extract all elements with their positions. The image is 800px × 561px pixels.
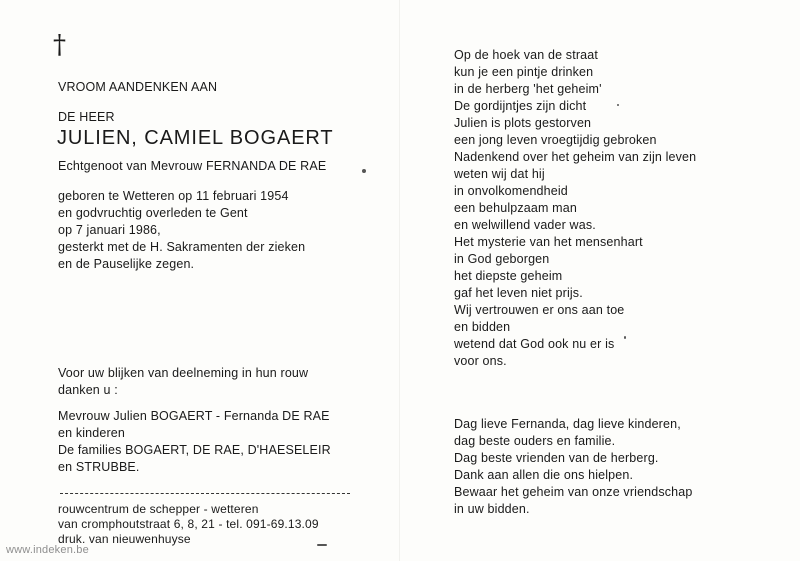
family-line: en kinderen <box>58 426 125 440</box>
family-line: De families BOGAERT, DE RAE, D'HAESELEIR <box>58 443 331 457</box>
thanks-line: Voor uw blijken van deelneming in hun rouw <box>58 366 309 380</box>
poem-line: Nadenkend over het geheim van zijn leven <box>454 150 697 164</box>
farewell-line: in uw bidden. <box>454 502 530 516</box>
printer-line: van cromphoutstraat 6, 8, 21 - tel. 091-69.13.09 <box>58 517 319 531</box>
poem-line: in de herberg 'het geheim' <box>454 82 602 96</box>
poem-block <box>454 47 696 370</box>
print-speck <box>317 544 327 546</box>
printer-line: rouwcentrum de schepper - wetteren <box>58 502 259 516</box>
poem-line: en welwillend vader was. <box>454 218 596 232</box>
center-fold <box>399 0 400 561</box>
poem-line: Julien is plots gestorven <box>454 116 592 130</box>
thanks-block <box>58 365 308 399</box>
poem-line: gaf het leven niet prijs. <box>454 286 583 300</box>
bio-line: en de Pauselijke zegen. <box>58 257 195 271</box>
spouse-line: Echtgenoot van Mevrouw FERNANDA DE RAE <box>58 159 327 173</box>
print-speck <box>362 169 366 173</box>
farewell-line: Dag beste vrienden van de herberg. <box>454 451 659 465</box>
watermark: www.indeken.be <box>6 544 89 556</box>
bio-line: en godvruchtig overleden te Gent <box>58 206 248 220</box>
farewell-line: Bewaar het geheim van onze vriendschap <box>454 485 693 499</box>
poem-line: De gordijntjes zijn dicht <box>454 99 587 113</box>
heading: VROOM AANDENKEN AAN <box>58 80 218 94</box>
poem-line: het diepste geheim <box>454 269 563 283</box>
poem-line: in onvolkomendheid <box>454 184 568 198</box>
farewell-line: Dag lieve Fernanda, dag lieve kinderen, <box>454 417 681 431</box>
family-line: en STRUBBE. <box>58 460 140 474</box>
farewell-line: dag beste ouders en familie. <box>454 434 616 448</box>
poem-line: voor ons. <box>454 354 507 368</box>
farewell-line: Dank aan allen die ons hielpen. <box>454 468 634 482</box>
poem-line: wetend dat God ook nu er is <box>454 337 615 351</box>
bio-block <box>58 188 305 273</box>
poem-line: Op de hoek van de straat <box>454 48 598 62</box>
poem-line: een behulpzaam man <box>454 201 577 215</box>
poem-line: kun je een pintje drinken <box>454 65 594 79</box>
printer-line: druk. van nieuwenhuyse <box>58 532 191 546</box>
poem-line: weten wij dat hij <box>454 167 545 181</box>
poem-line: Het mysterie van het mensenhart <box>454 235 643 249</box>
print-speck <box>624 336 626 339</box>
family-block <box>58 408 331 476</box>
thanks-line: danken u : <box>58 383 118 397</box>
poem-line: in God geborgen <box>454 252 550 266</box>
cross-icon: † <box>53 30 66 60</box>
separator-rule <box>60 493 350 494</box>
family-line: Mevrouw Julien BOGAERT - Fernanda DE RAE <box>58 409 330 423</box>
title: DE HEER <box>58 110 115 124</box>
poem-line: een jong leven vroegtijdig gebroken <box>454 133 657 147</box>
farewell-block <box>454 416 692 518</box>
bio-line: geboren te Wetteren op 11 februari 1954 <box>58 189 289 203</box>
deceased-name: JULIEN, CAMIEL BOGAERT <box>57 127 334 149</box>
bio-line: op 7 januari 1986, <box>58 223 161 237</box>
bio-line: gesterkt met de H. Sakramenten der zieken <box>58 240 306 254</box>
poem-line: en bidden <box>454 320 511 334</box>
poem-line: Wij vertrouwen er ons aan toe <box>454 303 625 317</box>
printer-block <box>58 502 319 547</box>
print-speck <box>617 104 619 106</box>
